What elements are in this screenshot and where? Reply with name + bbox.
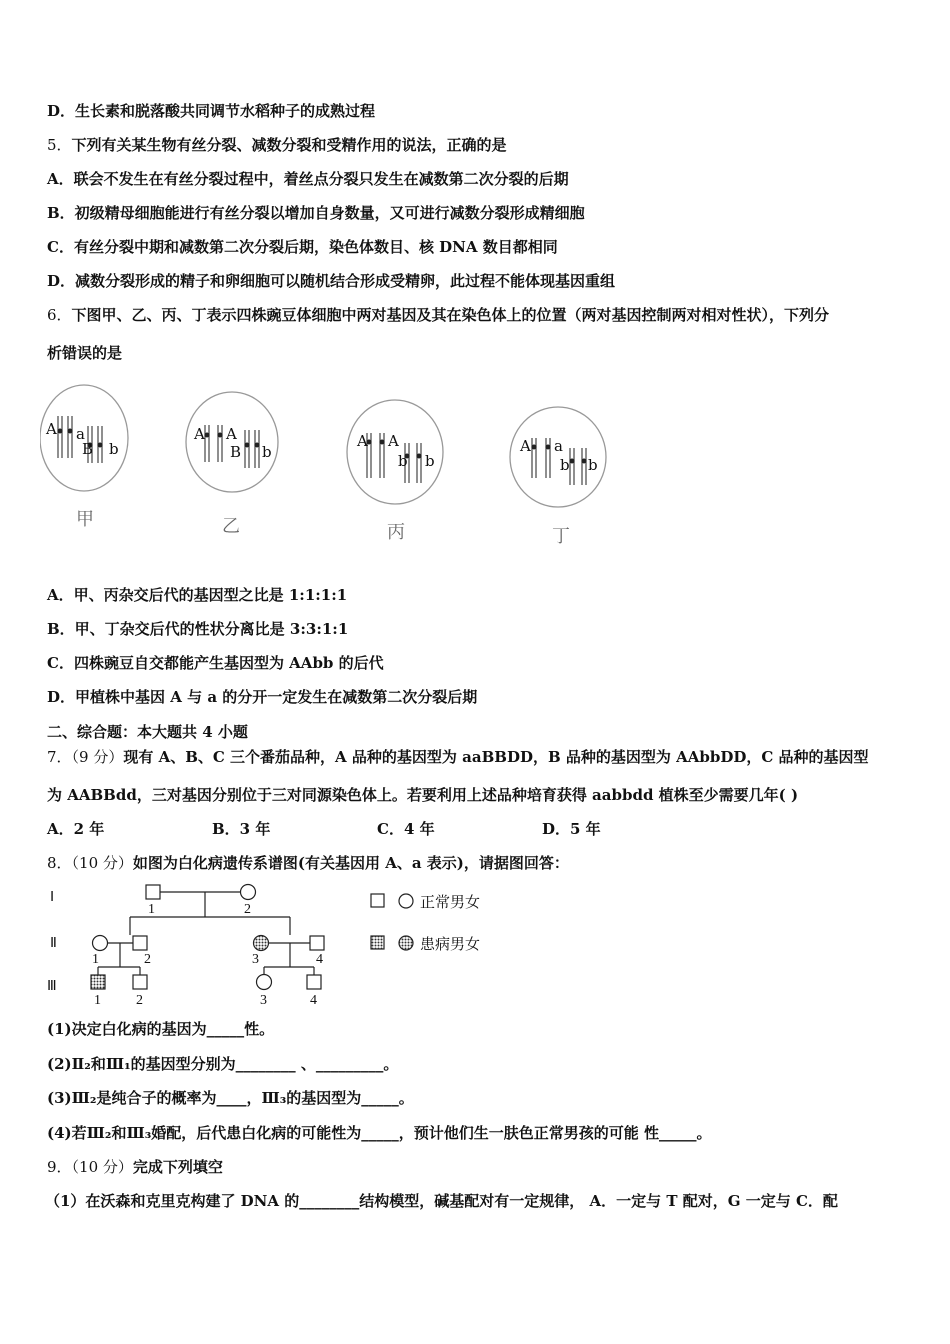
- q9-part-1: （1）在沃森和克里克构建了 DNA 的________结构模型，碱基配对有一定规律， A．一定与 T 配对，G 一定与 C．配: [45, 1192, 838, 1210]
- cell-jia-gene-4: b: [109, 440, 119, 458]
- q8-stem: [47, 853, 569, 873]
- cell-bing-gene-4: b: [425, 452, 435, 470]
- q7-stem-text: 现有 A、B、C 三个番茄品种，A 品种的基因型为 aaBBDD，B 品种的基因型为 AAbbDD，C 品种的基因型: [123, 748, 869, 766]
- gen-ii-label: Ⅱ: [50, 936, 57, 951]
- cell-ding-gene-2: a: [554, 437, 563, 455]
- cell-ding-caption: 丁: [552, 526, 570, 547]
- q6-stem-line2: 析错误的是: [47, 344, 123, 362]
- cell-ding-gene-1: A: [520, 437, 531, 455]
- ii3-num: 3: [252, 952, 259, 967]
- cell-bing-caption: 丙: [387, 522, 405, 543]
- q7-option-c: C．4 年: [377, 820, 435, 838]
- q9-stem-text: 完成下列填空: [132, 1158, 223, 1176]
- q7-option-b: B．3 年: [212, 820, 271, 838]
- cell-yi-gene-4: b: [262, 443, 272, 461]
- q8-part-2: (2)Ⅱ₂和Ⅲ₁的基因型分别为________ 、_________。: [47, 1055, 399, 1073]
- q6-stem-line1: [47, 305, 829, 325]
- q6-stem-text: 下图甲、乙、丙、丁表示四株豌豆体细胞中两对基因及其在染色体上的位置（两对基因控制两对相对性状），下列分: [71, 306, 830, 324]
- cell-jia-gene-1: A: [46, 420, 57, 438]
- cell-jia-gene-3: B: [82, 440, 94, 458]
- cell-bing-gene-3: b: [398, 452, 408, 470]
- q5-option-d: D．减数分裂形成的精子和卵细胞可以随机结合形成受精卵，此过程不能体现基因重组: [47, 272, 616, 290]
- gen-iii-label: Ⅲ: [47, 979, 57, 994]
- q4-option-d: D．生长素和脱落酸共同调节水稻种子的成熟过程: [47, 102, 376, 120]
- ii2-num: 2: [144, 952, 151, 967]
- q7-option-d: D．5 年: [542, 820, 601, 838]
- cell-yi-gene-2: A: [226, 425, 237, 443]
- q6-option-a: A．甲、丙杂交后代的基因型之比是 1:1:1:1: [47, 586, 348, 604]
- iii4-num: 4: [310, 993, 317, 1008]
- legend-symbols: [368, 890, 418, 960]
- cell-ding-gene-4: b: [588, 456, 598, 474]
- cell-yi-caption: 乙: [222, 516, 240, 537]
- q7-number: 7．（9 分）: [47, 748, 124, 766]
- cell-yi-gene-1: A: [194, 425, 205, 443]
- q6-number: 6．: [47, 306, 72, 324]
- cell-bing-gene-2: A: [388, 432, 399, 450]
- iii3-num: 3: [260, 993, 267, 1008]
- i2-num: 2: [244, 902, 251, 917]
- q9-number: 9．（10 分）: [47, 1158, 133, 1176]
- q8-part-3: (3)Ⅲ₂是纯合子的概率为____，Ⅲ₃的基因型为_____。: [47, 1089, 414, 1107]
- cell-jia-gene-2: a: [76, 425, 85, 443]
- q8-part-1: (1)决定白化病的基因为_____性。: [47, 1020, 275, 1038]
- q6-option-d: D．甲植株中基因 A 与 a 的分开一定发生在减数第二次分裂后期: [47, 688, 478, 706]
- legend-normal: 正常男女: [420, 893, 481, 911]
- iii1-num: 1: [94, 993, 101, 1008]
- q5-option-c: C．有丝分裂中期和减数第二次分裂后期，染色体数目、核 DNA 数目都相同: [47, 238, 558, 256]
- ii1-num: 1: [92, 952, 99, 967]
- iii2-num: 2: [136, 993, 143, 1008]
- cell-bing-gene-1: A: [357, 432, 368, 450]
- q9-stem: [47, 1157, 223, 1177]
- legend-affected: 患病男女: [420, 935, 481, 953]
- q6-option-b: B．甲、丁杂交后代的性状分离比是 3:3:1:1: [47, 620, 349, 638]
- q5-stem-text: 下列有关某生物有丝分裂、减数分裂和受精作用的说法，正确的是: [71, 136, 507, 154]
- q5-option-b: B．初级精母细胞能进行有丝分裂以增加自身数量，又可进行减数分裂形成精细胞: [47, 204, 585, 222]
- q8-part-4: (4)若Ⅲ₂和Ⅲ₃婚配，后代患白化病的可能性为_____，预计他们生一肤色正常男孩的可能 性_____。: [47, 1124, 712, 1142]
- q5-stem: [47, 135, 507, 155]
- q5-number: 5．: [47, 136, 72, 154]
- q7-line1: [47, 747, 869, 767]
- section-2-heading: 二、综合题：本大题共 4 小题: [47, 723, 248, 741]
- q7-line2: 为 AABBdd，三对基因分别位于三对同源染色体上。若要利用上述品种培育获得 aabbdd 植株至少需要几年( ): [47, 786, 799, 804]
- ii4-num: 4: [316, 952, 323, 967]
- q7-option-a: A．2 年: [47, 820, 105, 838]
- cell-jia-caption: 甲: [76, 509, 94, 530]
- q5-option-a: A．联会不发生在有丝分裂过程中，着丝点分裂只发生在减数第二次分裂的后期: [47, 170, 569, 188]
- cell-ding-gene-3: b: [560, 456, 570, 474]
- q6-option-c: C．四株豌豆自交都能产生基因型为 AAbb 的后代: [47, 654, 384, 672]
- i1-num: 1: [148, 902, 155, 917]
- q8-stem-text: 如图为白化病遗传系谱图(有关基因用 A、a 表示)，请据图回答：: [132, 854, 569, 872]
- q8-number: 8．（10 分）: [47, 854, 133, 872]
- cell-yi-gene-3: B: [230, 443, 242, 461]
- gen-i-label: Ⅰ: [50, 890, 55, 905]
